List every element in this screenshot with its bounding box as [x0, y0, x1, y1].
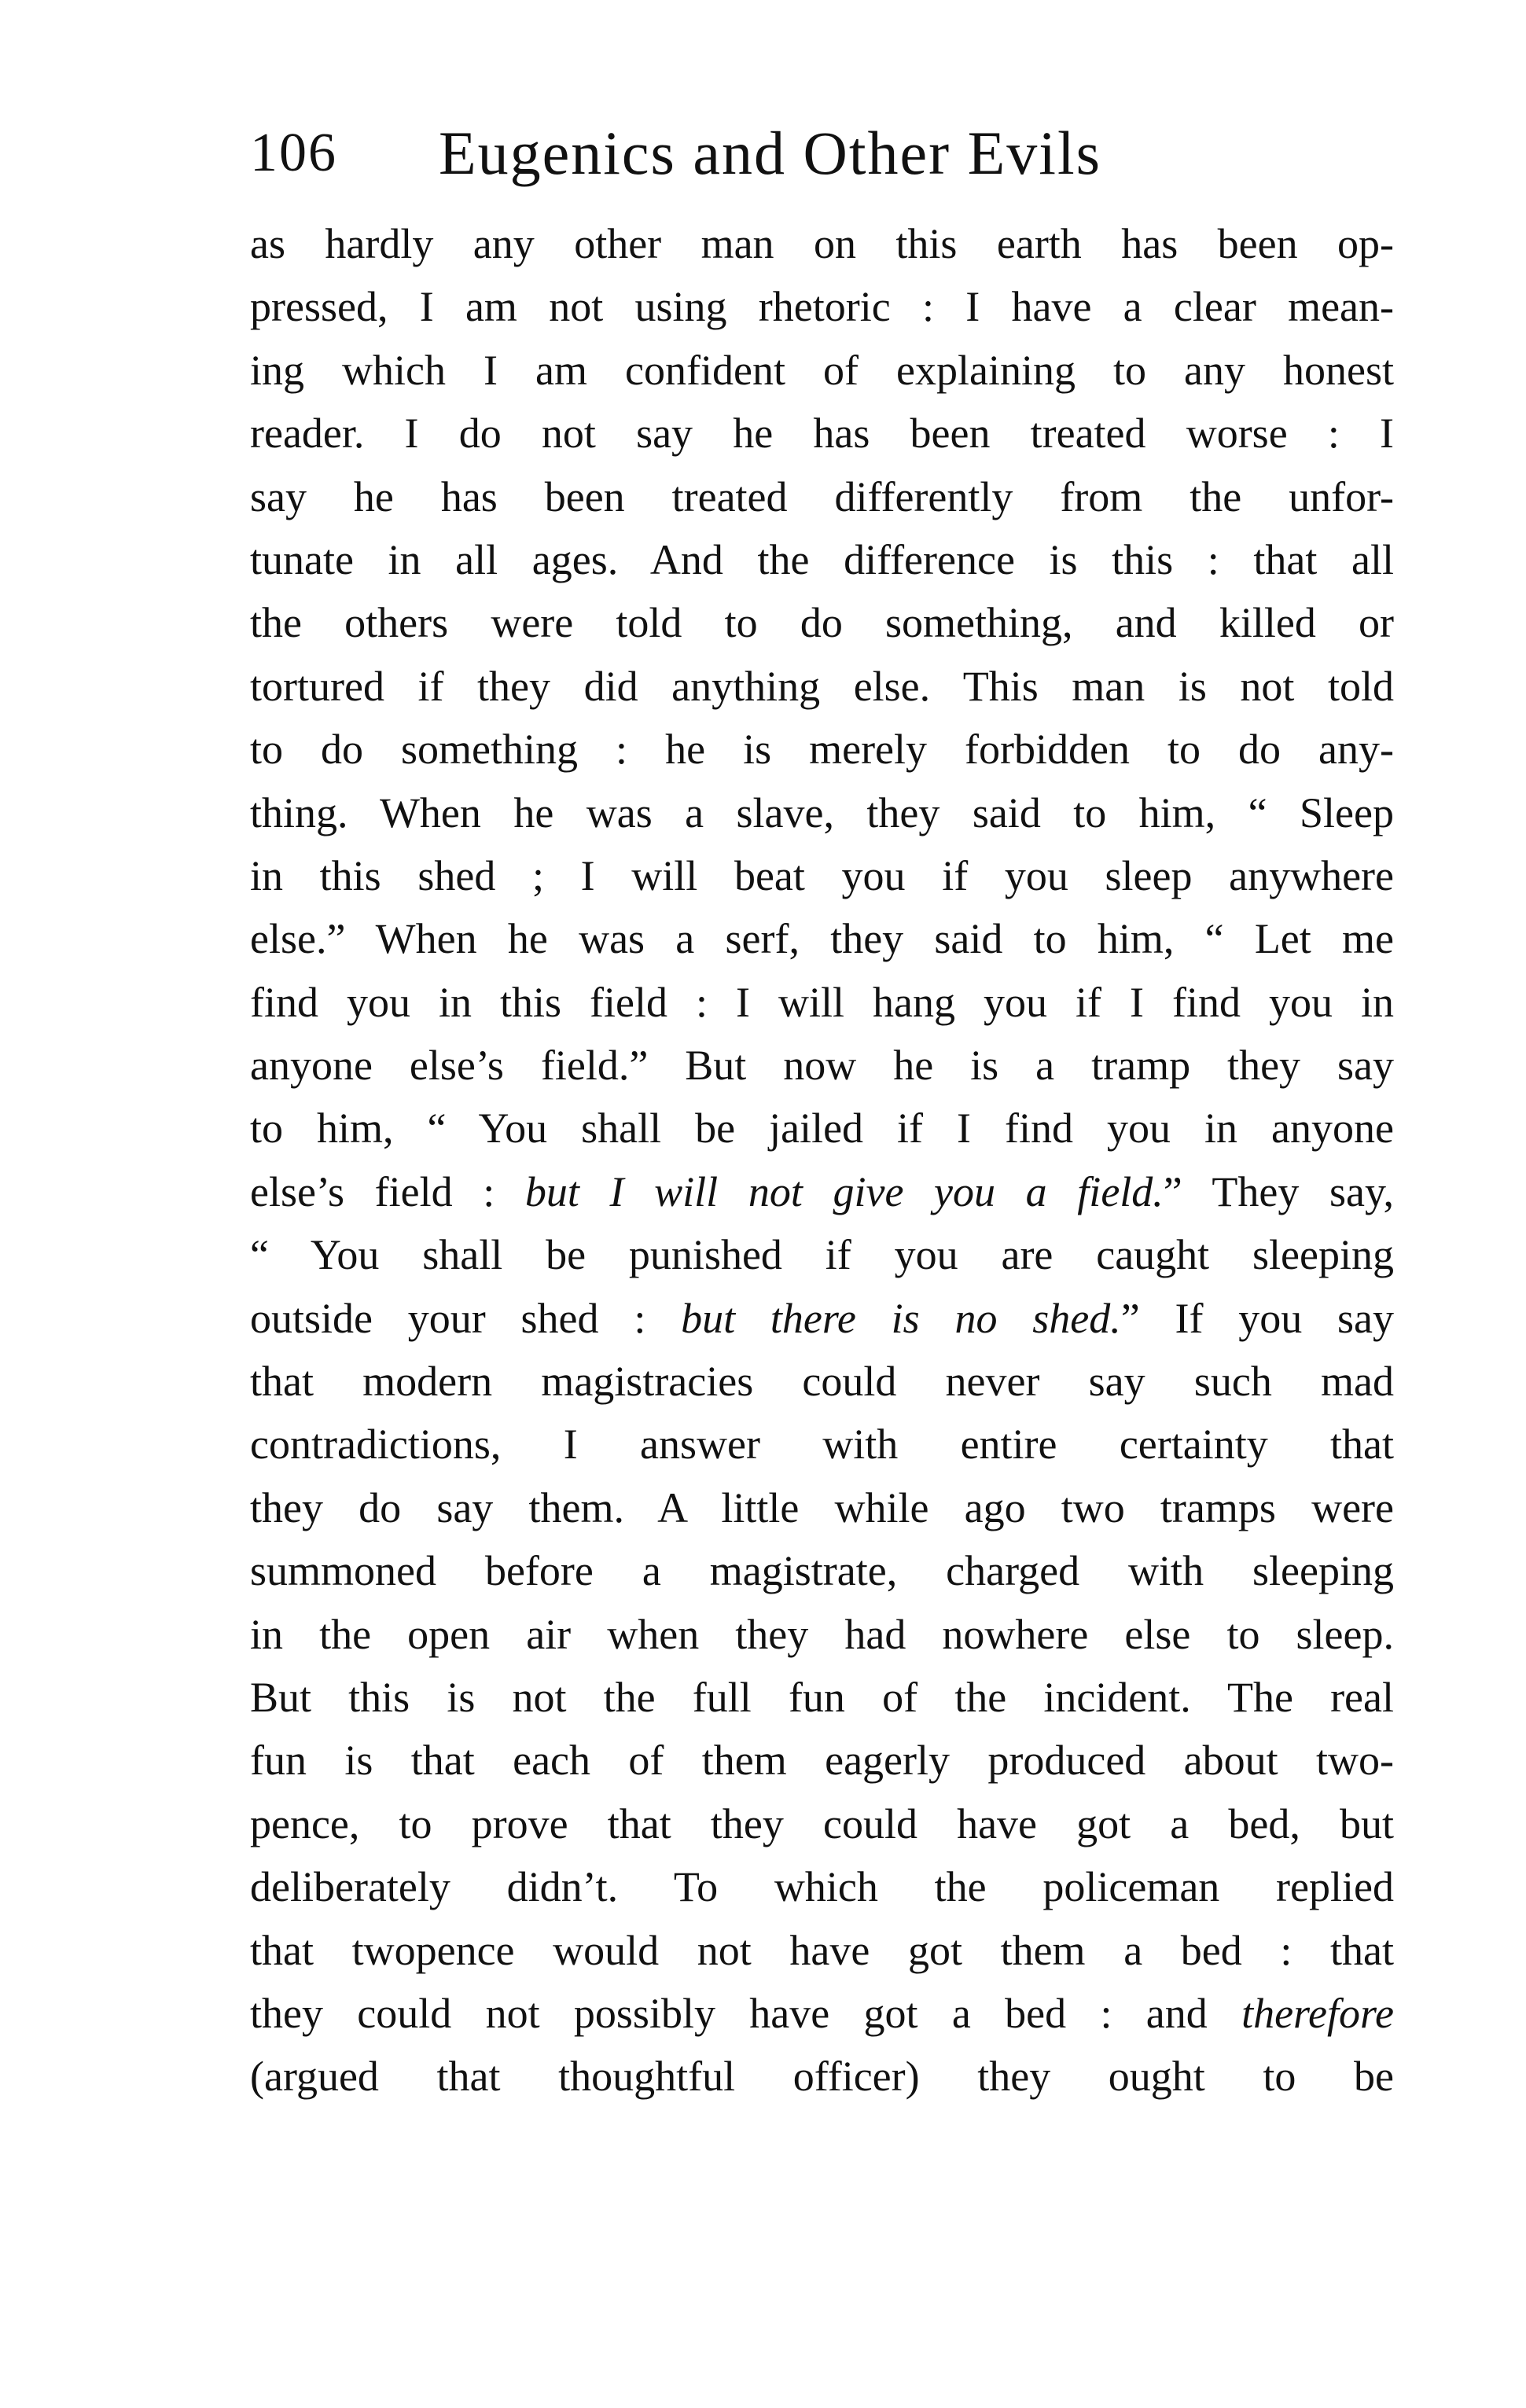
text-segment: reader. I do not say he has been treated worse : I — [250, 410, 1394, 458]
text-segment: ” If you say — [1120, 1294, 1394, 1342]
text-line — [250, 1792, 1394, 1855]
text-segment: ” They say, — [1163, 1167, 1395, 1215]
text-line — [250, 1287, 1394, 1350]
text-segment: thing. When he was a slave, they said to him, “ Sleep — [250, 789, 1394, 836]
text-segment: as hardly any other man on this earth has been op- — [250, 220, 1394, 267]
text-line — [250, 2045, 1394, 2108]
text-segment: find you in this field : I will hang you if I find you in — [250, 978, 1394, 1026]
italic-text: but I will not give you a field. — [524, 1167, 1164, 1215]
text-line — [250, 1476, 1394, 1539]
text-line — [250, 781, 1394, 844]
text-line — [250, 718, 1394, 781]
text-segment: that twopence would not have got them a bed : that — [250, 1926, 1394, 1974]
page-header — [250, 110, 1398, 197]
text-segment: that modern magistracies could never say such mad — [250, 1358, 1394, 1406]
text-line — [250, 591, 1394, 654]
text-line — [250, 1982, 1394, 2045]
text-line — [250, 1666, 1394, 1729]
italic-text: but there is no shed. — [681, 1294, 1121, 1342]
text-segment: else’s field : — [250, 1167, 525, 1215]
text-segment: they do say them. A little while ago two tramps were — [250, 1483, 1394, 1531]
text-segment: they could not possibly have got a bed : and — [250, 1989, 1242, 2037]
text-segment: (argued that thoughtful officer) they ought to be — [250, 2053, 1394, 2101]
text-segment: pence, to prove that they could have got a bed, but — [250, 1800, 1394, 1847]
text-segment: But this is not the full fun of the incident. The real — [250, 1673, 1394, 1721]
text-segment: say he has been treated differently from the unfor- — [250, 472, 1394, 520]
text-segment: tortured if they did anything else. This man is not told — [250, 662, 1394, 710]
text-line — [250, 1855, 1394, 1918]
page-number: 106 — [250, 123, 337, 183]
text-line — [250, 275, 1394, 338]
text-segment: the others were told to do something, and killed or — [250, 599, 1394, 647]
text-segment: outside your shed : — [250, 1294, 682, 1342]
text-segment: “ You shall be punished if you are caught sleeping — [250, 1231, 1394, 1279]
text-segment: summoned before a magistrate, charged with sleeping — [250, 1547, 1394, 1595]
text-segment: anyone else’s field.” But now he is a tramp they say — [250, 1042, 1394, 1090]
text-line — [250, 907, 1394, 970]
text-segment: tunate in all ages. And the difference is this : that all — [250, 535, 1394, 583]
text-line — [250, 1729, 1394, 1792]
text-segment: to him, “ You shall be jailed if I find you in anyone — [250, 1105, 1394, 1153]
text-line — [250, 1350, 1394, 1413]
running-title: Eugenics and Other Evils — [439, 119, 1101, 187]
text-line — [250, 1097, 1394, 1160]
text-segment: in this shed ; I will beat you if you sleep anywhere — [250, 851, 1394, 899]
text-line — [250, 1034, 1394, 1097]
text-line — [250, 402, 1394, 465]
text-segment: to do something : he is merely forbidden to do any- — [250, 726, 1394, 774]
text-segment: pressed, I am not using rhetoric : I have a clear mean- — [250, 283, 1394, 331]
text-line — [250, 1919, 1394, 1982]
text-segment: fun is that each of them eagerly produced about two- — [250, 1737, 1394, 1785]
text-segment: contradictions, I answer with entire certainty that — [250, 1421, 1394, 1469]
text-line — [250, 465, 1394, 528]
text-segment: ing which I am confident of explaining to any honest — [250, 346, 1394, 394]
text-line — [250, 1413, 1394, 1476]
text-line — [250, 339, 1394, 402]
text-segment: deliberately didn’t. To which the policeman replied — [250, 1863, 1394, 1911]
text-line — [250, 1603, 1394, 1666]
italic-text: therefore — [1241, 1989, 1394, 2037]
text-line — [250, 1160, 1394, 1223]
text-line — [250, 844, 1394, 907]
text-line — [250, 1223, 1394, 1286]
text-line — [250, 971, 1394, 1034]
text-line — [250, 655, 1394, 718]
body-text — [250, 212, 1394, 2108]
text-line — [250, 212, 1394, 275]
text-line — [250, 1539, 1394, 1602]
text-line — [250, 528, 1394, 591]
text-segment: else.” When he was a serf, they said to him, “ Let me — [250, 915, 1394, 963]
text-segment: in the open air when they had nowhere else to sleep. — [250, 1610, 1394, 1658]
